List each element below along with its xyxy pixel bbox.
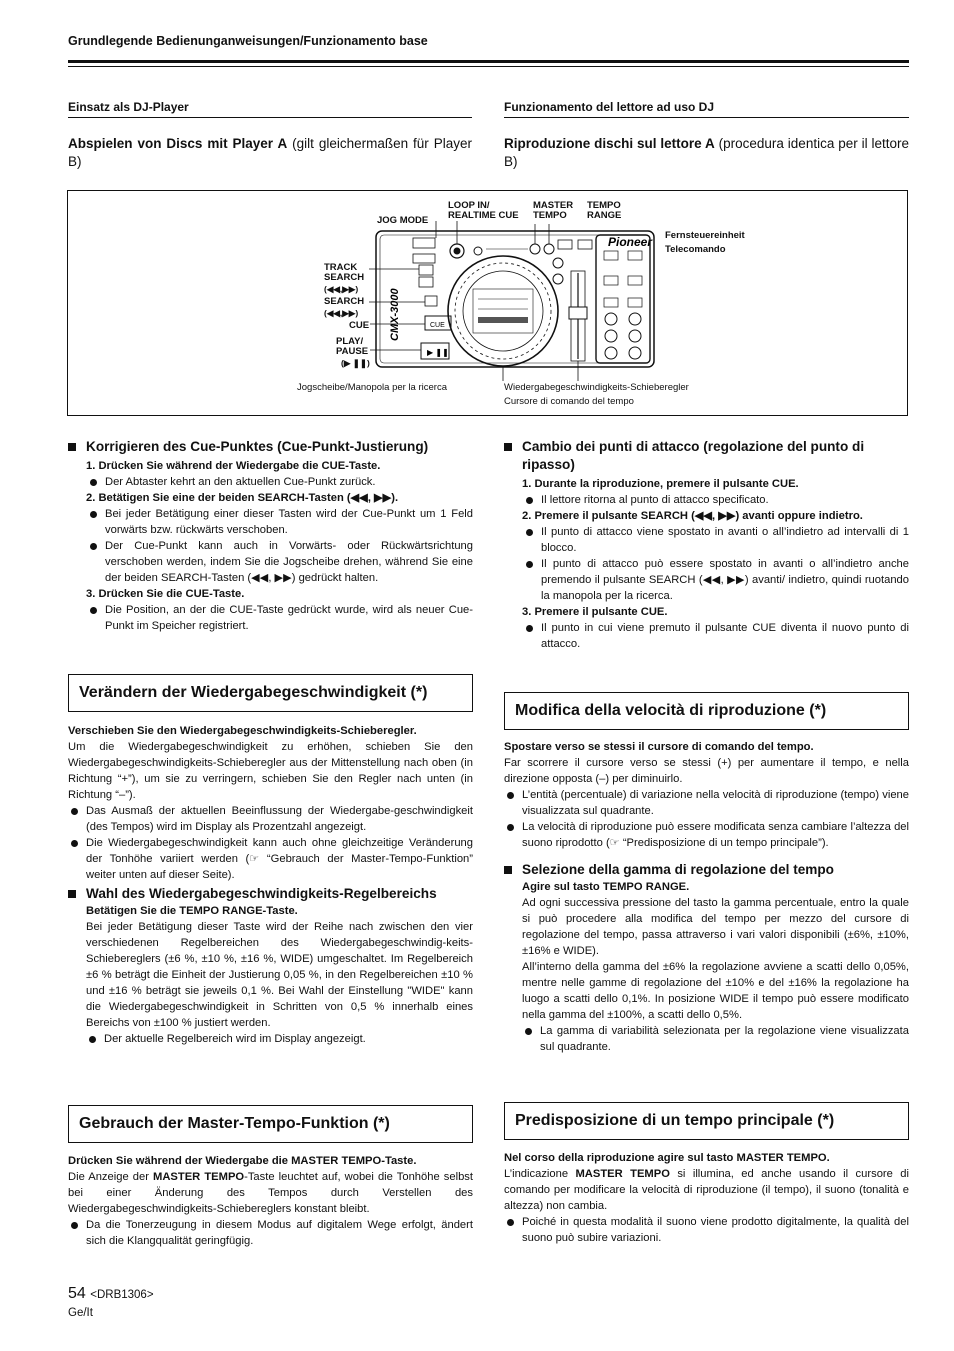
player-illustration bbox=[68, 191, 909, 417]
left-speed-instruction: Verschieben Sie den Wiedergabegeschwindigkeits-Schieberegler. bbox=[68, 725, 417, 737]
label-search: SEARCH bbox=[324, 272, 365, 283]
right-range-instruction: Agire sul tasto TEMPO RANGE. bbox=[522, 881, 690, 893]
svg-text:CUE: CUE bbox=[430, 322, 445, 329]
right-column bbox=[504, 438, 909, 652]
right-box-heading-speed: Modifica della velocità di riproduzione (*) bbox=[504, 692, 909, 730]
right-lead: Riproduzione dischi sul lettore A (procedura identica per il lettore B) bbox=[504, 136, 909, 169]
header-rule bbox=[68, 60, 909, 63]
right-bullet: Poiché in questa modalità il suono viene prodotto digitalmente, la qualità del suono può subire variazioni. bbox=[504, 1214, 909, 1246]
left-column-speed bbox=[68, 723, 473, 1047]
language-code: Ge/It bbox=[68, 1307, 93, 1319]
left-lead: Abspielen von Discs mit Player A (gilt gleichermaßen für Player B) bbox=[68, 136, 472, 169]
right-bullet: La velocità di riproduzione può essere modificata senza cambiare l’altezza del suono riprodotto (☞ “Predisposizione di un tempo principale”). bbox=[504, 819, 909, 851]
model-name: CMX-3000 bbox=[389, 288, 401, 341]
player-figure bbox=[67, 190, 908, 416]
left-step-2: 2. Betätigen Sie eine der beiden SEARCH-Tasten (◀◀, ▶▶). bbox=[86, 492, 399, 504]
left-section-range-title: Wahl des Wiedergabegeschwindigkeits-Regelbereichs bbox=[68, 885, 473, 903]
left-bullet: Der aktuelle Regelbereich wird im Display angezeigt. bbox=[86, 1031, 473, 1047]
left-step-3: 3. Drücken Sie die CUE-Taste. bbox=[86, 588, 245, 600]
right-box-heading-master: Predisposizione di un tempo principale (*) bbox=[504, 1102, 909, 1140]
left-section-cue-title: Korrigieren des Cue-Punktes (Cue-Punkt-Justierung) bbox=[68, 438, 473, 456]
label-range: RANGE bbox=[587, 210, 622, 221]
header-rule-thin bbox=[68, 66, 909, 67]
right-master-text: L’indicazione MASTER TEMPO si illumina, ed anche usando il cursore di comando per modificare la velocità di riproduzione (il tempo), il suono (tonalità e altezza) non cambia. bbox=[504, 1168, 909, 1212]
right-bullet: Il punto di attacco viene spostato in avanti o all’indietro ad intervalli di 1 blocco. bbox=[523, 524, 909, 556]
left-bullet: Da die Tonerzeugung in diesem Modus auf digitalem Wege erfolgt, ändert sich die Klangqualität geringfügig. bbox=[68, 1217, 473, 1249]
left-box-heading-master: Gebrauch der Master-Tempo-Funktion (*) bbox=[68, 1105, 473, 1143]
label-realtime-cue: REALTIME CUE bbox=[448, 210, 519, 221]
right-bullet: Il punto in cui viene premuto il pulsante CUE diventa il nuovo punto di attacco. bbox=[523, 620, 909, 652]
left-bullet: Die Position, an der die CUE-Taste gedrückt wurde, wird als neuer Cue-Punkt im Speicher registriert. bbox=[87, 602, 473, 634]
right-bullet: Il punto di attacco può essere spostato in avanti o all’indietro anche premendo il pulsante SEARCH (◀◀, ▶▶) avanti/ indietro, quindi ruotando la manopola per la ricerca. bbox=[523, 556, 909, 604]
right-step-1: 1. Durante la riproduzione, premere il pulsante CUE. bbox=[522, 478, 799, 490]
right-bullet: Il lettore ritorna al punto di attacco specificato. bbox=[523, 492, 909, 508]
label-track: TRACK bbox=[324, 262, 358, 273]
caption-slider-de: Wiedergabegeschwindigkeits-Schieberegler bbox=[504, 382, 689, 393]
right-master-instruction: Nel corso della riproduzione agire sul tasto MASTER TEMPO. bbox=[504, 1152, 830, 1164]
caption-slider-it: Cursore di comando del tempo bbox=[504, 396, 634, 407]
right-column-speed bbox=[504, 739, 909, 1055]
left-master-instruction: Drücken Sie während der Wiedergabe die MASTER TEMPO-Taste. bbox=[68, 1155, 417, 1167]
label-master: MASTER bbox=[533, 200, 574, 211]
right-speed-instruction: Spostare verso se stessi il cursore di comando del tempo. bbox=[504, 741, 814, 753]
label-search-2: SEARCH bbox=[324, 296, 365, 307]
left-bullet: Der Cue-Punkt kann auch in Vorwärts- oder Rückwärtsrichtung verschoben werden, indem Sie die Jogscheibe drehen, während Sie eine der beiden SEARCH-Tasten (◀◀, ▶▶) gedrückt halten. bbox=[87, 538, 473, 586]
right-range-text-2: All’interno della gamma del ±6% la regolazione avviene a scatti dello 0,05%, mentre nelle gamme di regolazione del ±10% e del ±16% la regolazione ha luogo a scatti dello 0,1%. In posizione WIDE il tempo può essere modificato nella gamma del ±100%, a scatti dello 0,5%. bbox=[522, 961, 909, 1021]
page-number: 54 bbox=[68, 1285, 86, 1302]
running-header: Grundlegende Bedienunganweisungen/Funzionamento base bbox=[68, 34, 428, 48]
label-tempo: TEMPO bbox=[533, 210, 567, 221]
pioneer-logo: Pioneer bbox=[608, 235, 653, 249]
left-subheading-rule bbox=[68, 117, 472, 118]
caption-jog: Jogscheibe/Manopola per la ricerca bbox=[297, 382, 447, 393]
left-bullet: Die Wiedergabegeschwindigkeit kann auch ohne gleichzeitige Veränderung der Tonhöhe variiert werden (☞ “Gebrauch der Master-Tempo-Funktion” weiter unten auf dieser Seite). bbox=[68, 835, 473, 883]
label-remote-de: Fernsteuereinheit bbox=[665, 230, 745, 241]
label-play-symbol: (▶ ❚❚) bbox=[341, 358, 370, 368]
label-tempo-2: TEMPO bbox=[587, 200, 621, 211]
right-speed-text: Far scorrere il cursore verso se stessi (+) per aumentare il tempo, e nella direzione opposta (–) per diminuirlo. bbox=[504, 757, 909, 785]
left-speed-text: Um die Wiedergabegeschwindigkeit zu erhöhen, schieben Sie den Wiedergabegeschwindigkeits-Schieberegler aus der Mittenstellung nach oben (in Richtung “+”), um sie zu verringern, schieben Sie den Regler nach unten (in Richtung “–”). bbox=[68, 741, 473, 801]
left-bullet: Bei jeder Betätigung einer dieser Tasten wird der Cue-Punkt um 1 Feld vorwärts bzw. rückwärts verschoben. bbox=[87, 506, 473, 538]
right-bullet: La gamma di variabilità selezionata per la regolazione viene visualizzata sul quadrante. bbox=[522, 1023, 909, 1055]
label-jog-mode: JOG MODE bbox=[377, 215, 429, 226]
right-column-master bbox=[504, 1150, 909, 1246]
right-step-3: 3. Premere il pulsante CUE. bbox=[522, 606, 668, 618]
left-bullet: Der Abtaster kehrt an den aktuellen Cue-Punkt zurück. bbox=[87, 474, 473, 490]
document-code: <DRB1306> bbox=[90, 1289, 154, 1301]
page-number-line bbox=[68, 1285, 154, 1303]
svg-text:▶ ❚❚: ▶ ❚❚ bbox=[427, 348, 449, 357]
label-play: PLAY/ bbox=[336, 336, 364, 347]
left-range-text: Bei jeder Betätigung dieser Taste wird der Reihe nach zwischen den vier verschiedenen Regelbereichen des Wiedergabegeschwindig-keits-Schiebereglers (±6 %, ±10 %, ±16 %, WIDE) umgeschaltet. Im Regelbereich ±6 % beträgt die Einheit der Justierung 0,05 %, in den Regelbereichen ±10 % und ±16 % beträgt sie jeweils 0,1 %. Bei Wahl der Einstellung "WIDE" kann die Wiedergabegeschwindigkeit in Schritten von 0,5 % innerhalb eines Bereichs von ±100 % justiert werden. bbox=[86, 921, 473, 1029]
label-cue: CUE bbox=[349, 320, 370, 331]
right-section-range-title: Selezione della gamma di regolazione del tempo bbox=[504, 861, 909, 879]
label-pause: PAUSE bbox=[336, 346, 369, 357]
label-search-arrows: (◀◀,▶▶) bbox=[324, 308, 359, 318]
left-subheading: Einsatz als DJ-Player bbox=[68, 100, 189, 114]
label-track-arrows: (◀◀,▶▶) bbox=[324, 284, 359, 294]
right-subheading: Funzionamento del lettore ad uso DJ bbox=[504, 100, 715, 114]
right-section-cue-title: Cambio dei punti di attacco (regolazione del punto di ripasso) bbox=[504, 438, 909, 474]
left-bullet: Das Ausmaß der aktuellen Beeinflussung der Wiedergabe-geschwindigkeit (des Tempos) wird im Display als Prozentzahl angezeigt. bbox=[68, 803, 473, 835]
left-column-master bbox=[68, 1153, 473, 1249]
right-subheading-rule bbox=[504, 117, 909, 118]
left-column bbox=[68, 438, 473, 634]
left-master-text: Die Anzeige der MASTER TEMPO-Taste leuchtet auf, wobei die Tonhöhe selbst bei einer Änderung des Tempos durch Verstellen des Wiedergabegeschwindigkeits-Schiebereglers konstant bleibt. bbox=[68, 1171, 473, 1215]
label-loop-in: LOOP IN/ bbox=[448, 200, 490, 211]
label-remote-it: Telecomando bbox=[665, 244, 726, 255]
right-range-text: Ad ogni successiva pressione del tasto la gamma percentuale, entro la quale si può procedere alla modifica del tempo per mezzo del cursore di regolazione del tempo, passa attraverso i vari valori disponibili (±6%, ±10%, ±16% e WIDE). bbox=[522, 897, 909, 957]
left-box-heading-speed: Verändern der Wiedergabegeschwindigkeit (*) bbox=[68, 674, 473, 712]
right-step-2: 2. Premere il pulsante SEARCH (◀◀, ▶▶) avanti oppure indietro. bbox=[522, 510, 863, 522]
right-bullet: L’entità (percentuale) di variazione nella velocità di riproduzione (tempo) viene visualizzata sul quadrante. bbox=[504, 787, 909, 819]
left-step-1: 1. Drücken Sie während der Wiedergabe die CUE-Taste. bbox=[86, 460, 381, 472]
left-range-instruction: Betätigen Sie die TEMPO RANGE-Taste. bbox=[86, 905, 298, 917]
